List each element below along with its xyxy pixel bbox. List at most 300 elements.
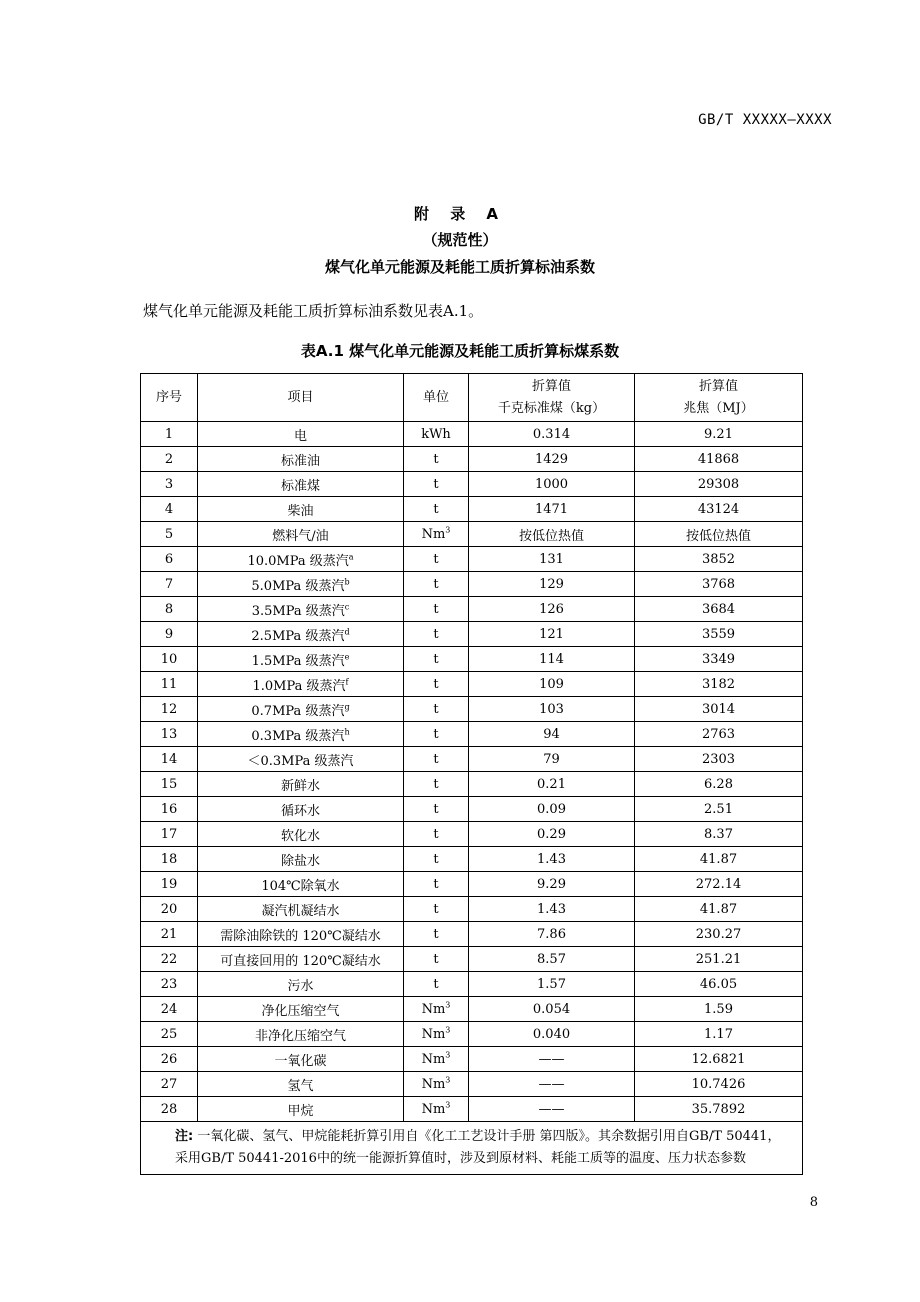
- cell-mj-value: [635, 747, 803, 772]
- cell-unit-text: t: [433, 901, 439, 917]
- cell-item: [198, 797, 404, 822]
- table-row: [141, 472, 803, 497]
- cell-unit: [404, 597, 469, 622]
- cell-mj-value-text: 41.87: [699, 901, 738, 917]
- cell-unit-text: t: [433, 726, 439, 742]
- table-row: [141, 897, 803, 922]
- cell-seq-text: 11: [160, 676, 178, 692]
- cell-seq: [141, 597, 198, 622]
- cell-unit-text: t: [433, 651, 439, 667]
- cell-item: [198, 947, 404, 972]
- conversion-coefficient-table: [140, 373, 803, 1175]
- table-row: [141, 797, 803, 822]
- cell-mj-value: [635, 497, 803, 522]
- cell-unit: [404, 447, 469, 472]
- cell-seq-text: 16: [160, 801, 178, 817]
- cell-unit: [404, 622, 469, 647]
- header-coal-value: [469, 374, 635, 422]
- cell-item-text: 除盐水: [280, 853, 320, 869]
- cell-unit: [404, 947, 469, 972]
- cell-seq-text: 24: [160, 1001, 178, 1017]
- cell-mj-value: [635, 572, 803, 597]
- cell-seq-text: 27: [160, 1076, 178, 1092]
- cell-item-text: 104℃除氧水: [261, 878, 340, 894]
- note-line2: 采用GB/T 50441-2016中的统一能源折算值时，涉及到原材料、耗能工质等的温度、压力状态参数: [175, 1151, 746, 1166]
- cell-unit-superscript: 3: [445, 1025, 451, 1035]
- table-row: [141, 772, 803, 797]
- cell-unit-superscript: 3: [445, 525, 451, 535]
- cell-item: [198, 472, 404, 497]
- cell-coal-value: [469, 972, 635, 997]
- cell-mj-value: [635, 622, 803, 647]
- cell-unit: [404, 872, 469, 897]
- header-coal-line1: 折算值: [531, 378, 571, 394]
- cell-unit-superscript: 3: [445, 1000, 451, 1010]
- cell-coal-value: [469, 1022, 635, 1047]
- cell-seq: [141, 1047, 198, 1072]
- cell-unit-text: t: [433, 701, 439, 717]
- table-row: [141, 872, 803, 897]
- cell-item-text: 循环水: [280, 803, 320, 819]
- cell-coal-value: [469, 572, 635, 597]
- cell-coal-value: [469, 847, 635, 872]
- cell-coal-value: [469, 922, 635, 947]
- cell-mj-value-text: 35.7892: [691, 1101, 746, 1117]
- cell-mj-value: [635, 1022, 803, 1047]
- cell-unit: [404, 747, 469, 772]
- cell-unit-text: t: [433, 776, 439, 792]
- cell-unit: [404, 472, 469, 497]
- appendix-type: （规范性）: [422, 231, 498, 249]
- cell-item-text: 一氧化碳: [274, 1053, 327, 1069]
- cell-item-text: 污水: [287, 978, 314, 994]
- cell-mj-value: [635, 1047, 803, 1072]
- cell-unit: [404, 522, 469, 547]
- cell-seq: [141, 1072, 198, 1097]
- cell-coal-value-text: 7.86: [537, 926, 566, 942]
- cell-seq-text: 10: [160, 651, 178, 667]
- cell-unit: [404, 722, 469, 747]
- cell-item: [198, 897, 404, 922]
- header-mj-value: [635, 374, 803, 422]
- standard-code-header: GB/T XXXXX—XXXX: [698, 112, 832, 128]
- table-row: [141, 672, 803, 697]
- cell-unit: [404, 547, 469, 572]
- cell-coal-value-text: ——: [538, 1051, 565, 1067]
- cell-mj-value: [635, 697, 803, 722]
- cell-seq-text: 9: [164, 626, 174, 642]
- cell-seq-text: 28: [160, 1101, 178, 1117]
- header-mj-line2: 兆焦（MJ）: [683, 400, 754, 416]
- cell-item: [198, 622, 404, 647]
- cell-seq-text: 20: [160, 901, 178, 917]
- cell-coal-value: [469, 1072, 635, 1097]
- cell-coal-value: [469, 547, 635, 572]
- cell-item-text: 1.0MPa 级蒸汽: [252, 678, 346, 694]
- cell-mj-value: [635, 1072, 803, 1097]
- cell-seq-text: 15: [160, 776, 178, 792]
- table-header-row: [141, 374, 803, 422]
- table-row: [141, 847, 803, 872]
- cell-unit: [404, 822, 469, 847]
- cell-mj-value: [635, 522, 803, 547]
- cell-seq: [141, 972, 198, 997]
- table-row: [141, 547, 803, 572]
- header-coal-line2: 千克标准煤（kg）: [497, 400, 606, 416]
- table-note-row: [141, 1122, 803, 1175]
- cell-seq-text: 8: [164, 601, 174, 617]
- cell-item-text: 0.3MPa 级蒸汽: [251, 728, 345, 744]
- table-row: [141, 447, 803, 472]
- cell-item: [198, 672, 404, 697]
- cell-item: [198, 972, 404, 997]
- cell-unit: [404, 922, 469, 947]
- cell-unit-text: Nm: [421, 1051, 446, 1067]
- cell-seq: [141, 897, 198, 922]
- table-row: [141, 722, 803, 747]
- cell-coal-value: [469, 697, 635, 722]
- cell-unit: [404, 772, 469, 797]
- cell-seq: [141, 697, 198, 722]
- cell-coal-value-text: 109: [539, 676, 564, 692]
- cell-unit: [404, 647, 469, 672]
- table-row: [141, 597, 803, 622]
- cell-item: [198, 772, 404, 797]
- cell-mj-value-text: 1.59: [704, 1001, 733, 1017]
- cell-coal-value-text: 1471: [534, 501, 569, 517]
- table-row: [141, 497, 803, 522]
- table-note: [141, 1122, 803, 1175]
- cell-item-superscript: e: [344, 652, 350, 662]
- cell-item: [198, 872, 404, 897]
- cell-mj-value: [635, 472, 803, 497]
- cell-coal-value: [469, 447, 635, 472]
- cell-seq: [141, 672, 198, 697]
- cell-coal-value: [469, 997, 635, 1022]
- cell-unit-text: t: [433, 976, 439, 992]
- cell-coal-value: [469, 647, 635, 672]
- cell-coal-value: [469, 897, 635, 922]
- cell-seq-text: 25: [160, 1026, 178, 1042]
- table-row: [141, 622, 803, 647]
- cell-mj-value-text: 按低位热值: [685, 528, 751, 544]
- cell-mj-value: [635, 1097, 803, 1122]
- table-row: [141, 1072, 803, 1097]
- cell-mj-value: [635, 897, 803, 922]
- cell-coal-value: [469, 522, 635, 547]
- cell-coal-value: [469, 797, 635, 822]
- cell-seq-text: 23: [160, 976, 178, 992]
- cell-item: [198, 572, 404, 597]
- cell-item: [198, 722, 404, 747]
- cell-item: [198, 997, 404, 1022]
- cell-coal-value-text: 1.43: [537, 901, 566, 917]
- cell-item-superscript: d: [344, 627, 350, 637]
- cell-unit-text: Nm: [421, 1101, 446, 1117]
- cell-coal-value-text: 1429: [534, 451, 569, 467]
- cell-coal-value-text: 8.57: [537, 951, 566, 967]
- cell-mj-value-text: 41868: [697, 451, 740, 467]
- cell-item: [198, 547, 404, 572]
- cell-mj-value-text: 3684: [701, 601, 736, 617]
- cell-item-text: 2.5MPa 级蒸汽: [251, 628, 345, 644]
- table-row: [141, 1022, 803, 1047]
- cell-item: [198, 822, 404, 847]
- cell-unit: [404, 797, 469, 822]
- cell-coal-value-text: ——: [538, 1101, 565, 1117]
- table-row: [141, 747, 803, 772]
- table-body: [141, 422, 803, 1122]
- cell-coal-value-text: 9.29: [537, 876, 566, 892]
- cell-item: [198, 697, 404, 722]
- cell-unit-text: Nm: [421, 1001, 446, 1017]
- cell-unit-text: t: [433, 876, 439, 892]
- cell-mj-value-text: 2303: [701, 751, 736, 767]
- cell-seq: [141, 847, 198, 872]
- cell-coal-value-text: 114: [539, 651, 564, 667]
- table-row: [141, 822, 803, 847]
- cell-mj-value-text: 3014: [701, 701, 736, 717]
- cell-unit: [404, 1097, 469, 1122]
- cell-item: [198, 847, 404, 872]
- cell-item-text: 需除油除铁的 120℃凝结水: [220, 928, 381, 944]
- cell-coal-value-text: 1000: [534, 476, 569, 492]
- cell-unit-text: t: [433, 601, 439, 617]
- cell-item-superscript: c: [344, 602, 350, 612]
- cell-mj-value: [635, 447, 803, 472]
- table-row: [141, 647, 803, 672]
- cell-seq-text: 5: [164, 526, 174, 542]
- cell-item-text: 0.7MPa 级蒸汽: [251, 703, 345, 719]
- cell-item-superscript: g: [344, 702, 350, 712]
- header-item: 项目: [198, 374, 404, 422]
- cell-seq: [141, 747, 198, 772]
- cell-seq-text: 17: [160, 826, 178, 842]
- cell-mj-value-text: 230.27: [695, 926, 742, 942]
- cell-mj-value-text: 46.05: [699, 976, 738, 992]
- cell-coal-value-text: 0.09: [537, 801, 566, 817]
- cell-seq: [141, 947, 198, 972]
- cell-seq: [141, 422, 198, 447]
- cell-mj-value: [635, 672, 803, 697]
- cell-coal-value-text: ——: [538, 1076, 565, 1092]
- cell-unit-superscript: 3: [445, 1075, 451, 1085]
- cell-seq-text: 1: [164, 426, 174, 442]
- cell-item-text: ＜0.3MPa 级蒸汽: [247, 753, 354, 769]
- cell-item-text: 10.0MPa 级蒸汽: [247, 553, 349, 569]
- cell-item-superscript: a: [348, 552, 354, 562]
- cell-item-text: 标准煤: [280, 478, 320, 494]
- cell-mj-value-text: 2.51: [704, 801, 733, 817]
- cell-item: [198, 647, 404, 672]
- cell-mj-value-text: 10.7426: [691, 1076, 746, 1092]
- appendix-title: 附 录 A: [413, 205, 507, 223]
- cell-mj-value-text: 8.37: [704, 826, 733, 842]
- cell-seq-text: 22: [160, 951, 178, 967]
- cell-item-text: 软化水: [280, 828, 320, 844]
- cell-item: [198, 1022, 404, 1047]
- cell-item: [198, 747, 404, 772]
- cell-coal-value-text: 121: [539, 626, 564, 642]
- table-row: [141, 522, 803, 547]
- cell-item-text: 新鲜水: [280, 778, 320, 794]
- cell-item-text: 1.5MPa 级蒸汽: [251, 653, 345, 669]
- cell-coal-value-text: 126: [539, 601, 564, 617]
- cell-mj-value: [635, 847, 803, 872]
- cell-seq-text: 3: [164, 476, 174, 492]
- cell-mj-value-text: 3349: [701, 651, 736, 667]
- cell-item: [198, 522, 404, 547]
- cell-seq: [141, 547, 198, 572]
- appendix-heading: 煤气化单元能源及耗能工质折算标油系数: [324, 258, 595, 276]
- cell-mj-value-text: 3182: [701, 676, 736, 692]
- cell-mj-value: [635, 772, 803, 797]
- cell-coal-value: [469, 597, 635, 622]
- cell-coal-value-text: 94: [543, 726, 560, 742]
- cell-item-text: 凝汽机凝结水: [261, 903, 340, 919]
- cell-seq: [141, 822, 198, 847]
- cell-unit: [404, 847, 469, 872]
- cell-mj-value-text: 251.21: [695, 951, 742, 967]
- cell-item-text: 氢气: [287, 1078, 314, 1094]
- cell-mj-value: [635, 422, 803, 447]
- cell-unit: [404, 422, 469, 447]
- cell-item-text: 3.5MPa 级蒸汽: [251, 603, 345, 619]
- cell-coal-value: [469, 672, 635, 697]
- cell-item-text: 净化压缩空气: [261, 1003, 340, 1019]
- cell-mj-value-text: 9.21: [704, 426, 733, 442]
- cell-coal-value: [469, 947, 635, 972]
- cell-item-text: 可直接回用的 120℃凝结水: [220, 953, 381, 969]
- cell-seq: [141, 497, 198, 522]
- cell-coal-value: [469, 872, 635, 897]
- cell-unit: [404, 1072, 469, 1097]
- cell-mj-value: [635, 997, 803, 1022]
- cell-seq-text: 12: [160, 701, 178, 717]
- table-row: [141, 697, 803, 722]
- cell-seq: [141, 997, 198, 1022]
- cell-mj-value-text: 12.6821: [691, 1051, 746, 1067]
- cell-unit-text: t: [433, 626, 439, 642]
- cell-coal-value: [469, 497, 635, 522]
- header-mj-line1: 折算值: [698, 378, 738, 394]
- cell-mj-value: [635, 647, 803, 672]
- cell-seq-text: 13: [160, 726, 178, 742]
- cell-seq: [141, 1022, 198, 1047]
- cell-unit: [404, 672, 469, 697]
- cell-mj-value-text: 29308: [697, 476, 740, 492]
- cell-unit-text: t: [433, 826, 439, 842]
- cell-seq: [141, 472, 198, 497]
- cell-unit-text: t: [433, 501, 439, 517]
- cell-coal-value-text: 0.29: [537, 826, 566, 842]
- cell-mj-value: [635, 872, 803, 897]
- cell-coal-value-text: 0.054: [532, 1001, 571, 1017]
- cell-unit: [404, 972, 469, 997]
- cell-unit: [404, 572, 469, 597]
- cell-coal-value-text: 0.040: [532, 1026, 571, 1042]
- cell-item-superscript: b: [344, 577, 350, 587]
- table-row: [141, 1097, 803, 1122]
- cell-unit: [404, 497, 469, 522]
- note-line1: [175, 1126, 796, 1148]
- cell-item: [198, 497, 404, 522]
- table-row: [141, 922, 803, 947]
- cell-coal-value-text: 131: [539, 551, 564, 567]
- cell-unit: [404, 897, 469, 922]
- cell-item-text: 标准油: [280, 453, 320, 469]
- cell-mj-value: [635, 797, 803, 822]
- cell-seq-text: 21: [160, 926, 178, 942]
- cell-seq: [141, 522, 198, 547]
- cell-mj-value-text: 41.87: [699, 851, 738, 867]
- cell-coal-value: [469, 772, 635, 797]
- table-row: [141, 572, 803, 597]
- cell-coal-value-text: 103: [539, 701, 564, 717]
- cell-item-text: 5.0MPa 级蒸汽: [251, 578, 345, 594]
- cell-seq: [141, 1097, 198, 1122]
- cell-mj-value-text: 2763: [701, 726, 736, 742]
- cell-unit: [404, 1047, 469, 1072]
- header-unit: 单位: [404, 374, 469, 422]
- cell-item-superscript: f: [345, 677, 349, 687]
- cell-unit: [404, 997, 469, 1022]
- cell-item-text: 电: [293, 428, 307, 444]
- cell-coal-value: [469, 747, 635, 772]
- cell-unit-superscript: 3: [445, 1050, 451, 1060]
- cell-item-text: 柴油: [287, 503, 314, 519]
- cell-coal-value: [469, 822, 635, 847]
- cell-seq: [141, 797, 198, 822]
- cell-seq: [141, 772, 198, 797]
- cell-unit-text: t: [433, 576, 439, 592]
- cell-mj-value: [635, 597, 803, 622]
- cell-seq-text: 6: [164, 551, 174, 567]
- cell-seq-text: 26: [160, 1051, 178, 1067]
- cell-item: [198, 1097, 404, 1122]
- cell-seq: [141, 922, 198, 947]
- cell-seq-text: 19: [160, 876, 178, 892]
- table-row: [141, 1047, 803, 1072]
- cell-unit-text: t: [433, 926, 439, 942]
- cell-coal-value-text: 129: [539, 576, 564, 592]
- cell-unit-text: Nm: [421, 1026, 446, 1042]
- cell-item: [198, 422, 404, 447]
- cell-coal-value: [469, 622, 635, 647]
- cell-unit-text: t: [433, 951, 439, 967]
- cell-item: [198, 922, 404, 947]
- cell-unit-superscript: 3: [445, 1100, 451, 1110]
- cell-coal-value: [469, 1047, 635, 1072]
- cell-coal-value: [469, 1097, 635, 1122]
- cell-unit-text: t: [433, 451, 439, 467]
- cell-mj-value: [635, 547, 803, 572]
- cell-seq-text: 14: [160, 751, 178, 767]
- cell-mj-value: [635, 722, 803, 747]
- cell-mj-value-text: 1.17: [704, 1026, 733, 1042]
- cell-coal-value: [469, 422, 635, 447]
- cell-unit-text: t: [433, 801, 439, 817]
- cell-seq: [141, 647, 198, 672]
- table-row: [141, 422, 803, 447]
- cell-item: [198, 1072, 404, 1097]
- cell-coal-value-text: 按低位热值: [518, 528, 584, 544]
- page-number: 8: [809, 1195, 818, 1210]
- cell-unit-text: t: [433, 476, 439, 492]
- cell-item-text: 甲烷: [287, 1103, 314, 1119]
- header-seq: 序号: [141, 374, 198, 422]
- cell-mj-value: [635, 922, 803, 947]
